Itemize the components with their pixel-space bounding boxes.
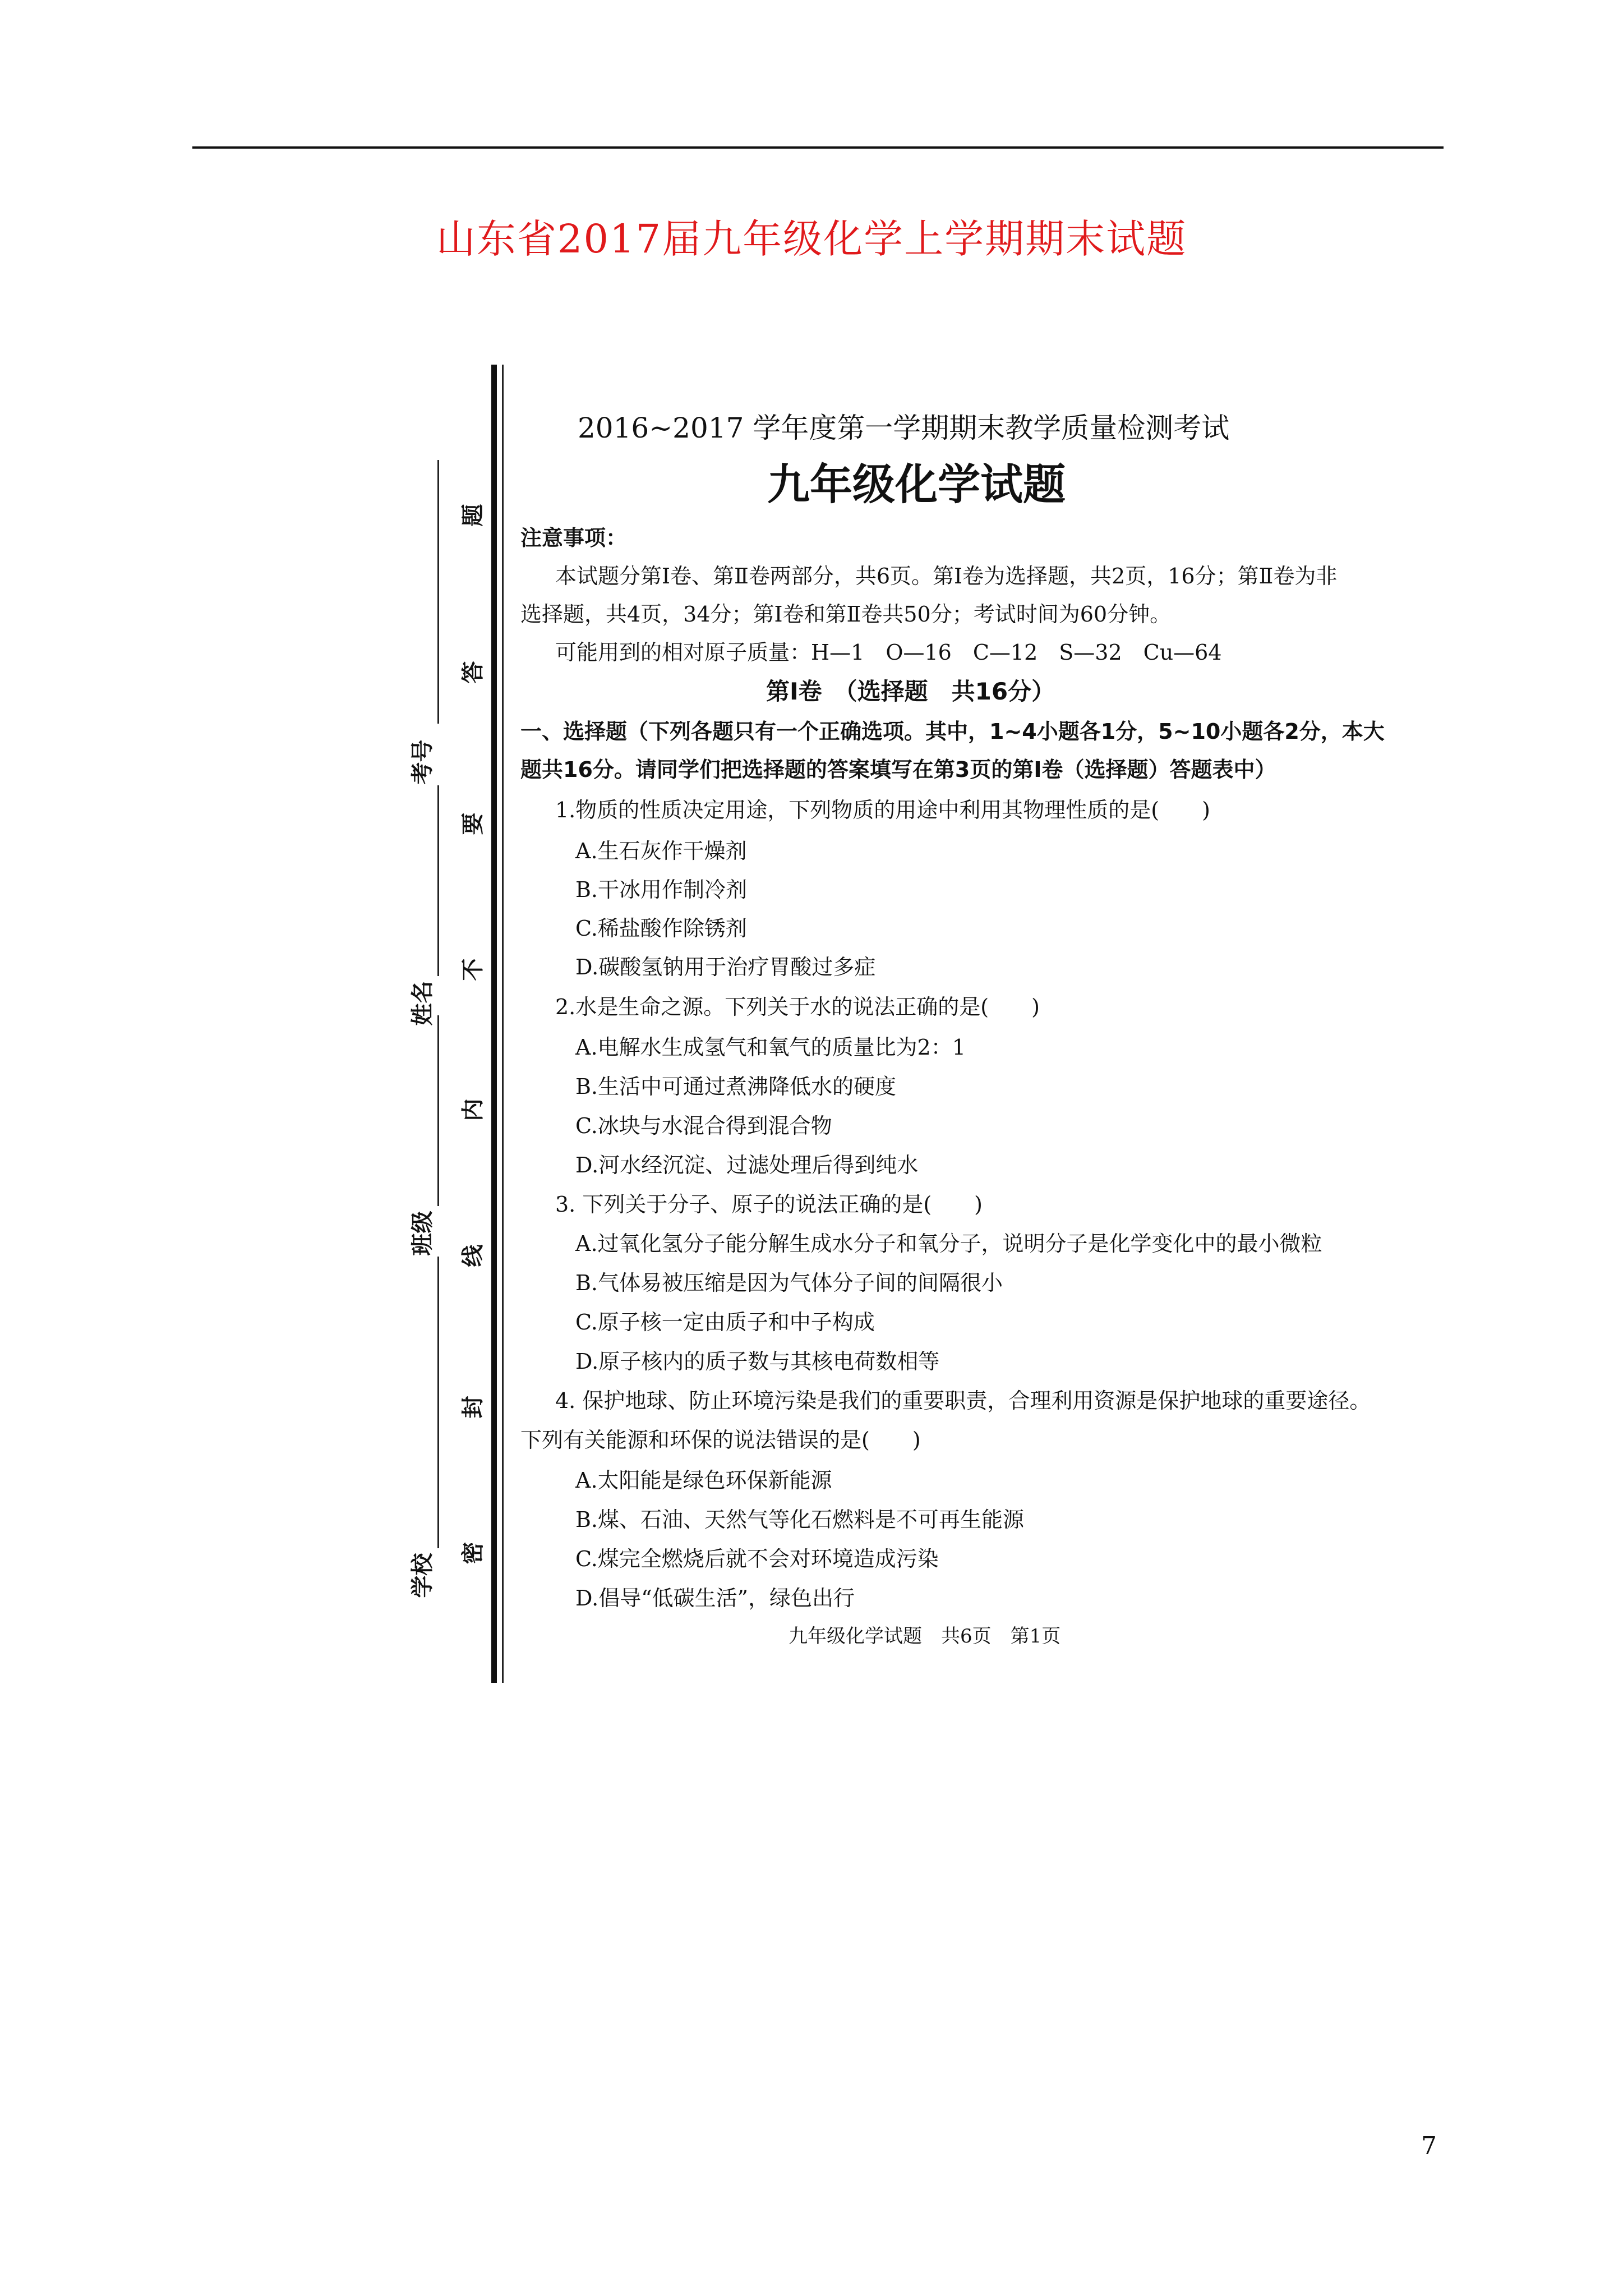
page-number: 7: [1421, 2132, 1437, 2160]
school-field-line[interactable]: [437, 1257, 439, 1548]
question-option: A.过氧化氢分子能分解生成水分子和氧分子，说明分子是化学变化中的最小微粒: [575, 1231, 1322, 1256]
question-option: A.电解水生成氢气和氧气的质量比为2：1: [575, 1035, 966, 1060]
question-option: C.原子核一定由质子和中子构成: [575, 1310, 875, 1335]
exam-title: 九年级化学试题: [767, 459, 1066, 509]
class-field-label: 班级: [409, 1211, 436, 1256]
section-title: 第Ⅰ卷 （选择题 共16分）: [766, 678, 1055, 705]
page-title: 山东省2017届九年级化学上学期期末试题: [436, 216, 1187, 262]
question-stem: 4. 保护地球、防止环境污染是我们的重要职责，合理利用资源是保护地球的重要途径。: [555, 1388, 1371, 1413]
instructions-line: 题共16分。请同学们把选择题的答案填写在第3页的第Ⅰ卷（选择题）答题表中）: [520, 757, 1276, 782]
seal-char: 封: [460, 1396, 486, 1419]
question-option: C.稀盐酸作除锈剂: [575, 916, 747, 941]
question-option: C.冰块与水混合得到混合物: [575, 1114, 832, 1138]
question-option: C.煤完全燃烧后就不会对环境造成污染: [575, 1547, 939, 1571]
question-option: B.生活中可通过煮沸降低水的硬度: [575, 1074, 897, 1099]
seal-char: 不: [460, 958, 486, 981]
question-stem: 3. 下列关于分子、原子的说法正确的是( ): [555, 1192, 983, 1217]
exam-header: 2016~2017 学年度第一学期期末教学质量检测考试: [578, 412, 1230, 444]
seal-char: 内: [460, 1098, 486, 1121]
question-option: D.原子核内的质子数与其核电荷数相等: [575, 1349, 940, 1374]
atomic-mass-line: 可能用到的相对原子质量：H—1 O—16 C—12 S—32 Cu—64: [555, 640, 1222, 665]
seal-char: 题: [460, 504, 486, 527]
exam-number-field-line[interactable]: [437, 460, 439, 724]
notes-heading: 注意事项：: [520, 526, 628, 550]
question-option: D.河水经沉淀、过滤处理后得到纯水: [575, 1153, 919, 1177]
seal-char: 要: [460, 812, 486, 835]
question-stem: 1.物质的性质决定用途，下列物质的用途中利用其物理性质的是( ): [555, 798, 1210, 822]
instructions-line: 一、选择题（下列各题只有一个正确选项。其中，1~4小题各1分，5~10小题各2分，本大: [520, 719, 1385, 744]
question-option: B.煤、石油、天然气等化石燃料是不可再生能源: [575, 1507, 1025, 1532]
question-stem: 下列有关能源和环保的说法错误的是( ): [520, 1428, 921, 1452]
question-option: B.干冰用作制冷剂: [575, 877, 748, 902]
top-rule: [192, 146, 1444, 149]
name-field-line[interactable]: [437, 785, 439, 976]
question-option: A.生石灰作干燥剂: [575, 839, 747, 863]
binding-line-thick: [491, 365, 497, 1683]
exam-footer: 九年级化学试题 共6页 第1页: [789, 1625, 1061, 1648]
question-option: D.碳酸氢钠用于治疗胃酸过多症: [575, 955, 876, 979]
name-field-label: 姓名: [409, 981, 436, 1026]
notes-line: 本试题分第Ⅰ卷、第Ⅱ卷两部分，共6页。第Ⅰ卷为选择题，共2页，16分；第Ⅱ卷为非: [555, 564, 1338, 588]
class-field-line[interactable]: [437, 1015, 439, 1206]
seal-char: 答: [460, 661, 486, 684]
school-field-label: 学校: [409, 1553, 436, 1598]
question-option: A.太阳能是绿色环保新能源: [575, 1468, 832, 1493]
exam-number-field-label: 考号: [409, 739, 436, 785]
question-option: B.气体易被压缩是因为气体分子间的间隔很小: [575, 1271, 1003, 1295]
seal-char: 密: [460, 1542, 486, 1565]
notes-line: 选择题，共4页，34分；第Ⅰ卷和第Ⅱ卷共50分；考试时间为60分钟。: [520, 602, 1172, 627]
seal-char: 线: [460, 1244, 486, 1267]
question-option: D.倡导“低碳生活”，绿色出行: [575, 1586, 855, 1611]
question-stem: 2.水是生命之源。下列关于水的说法正确的是( ): [555, 995, 1040, 1019]
binding-line-thin: [502, 365, 504, 1683]
